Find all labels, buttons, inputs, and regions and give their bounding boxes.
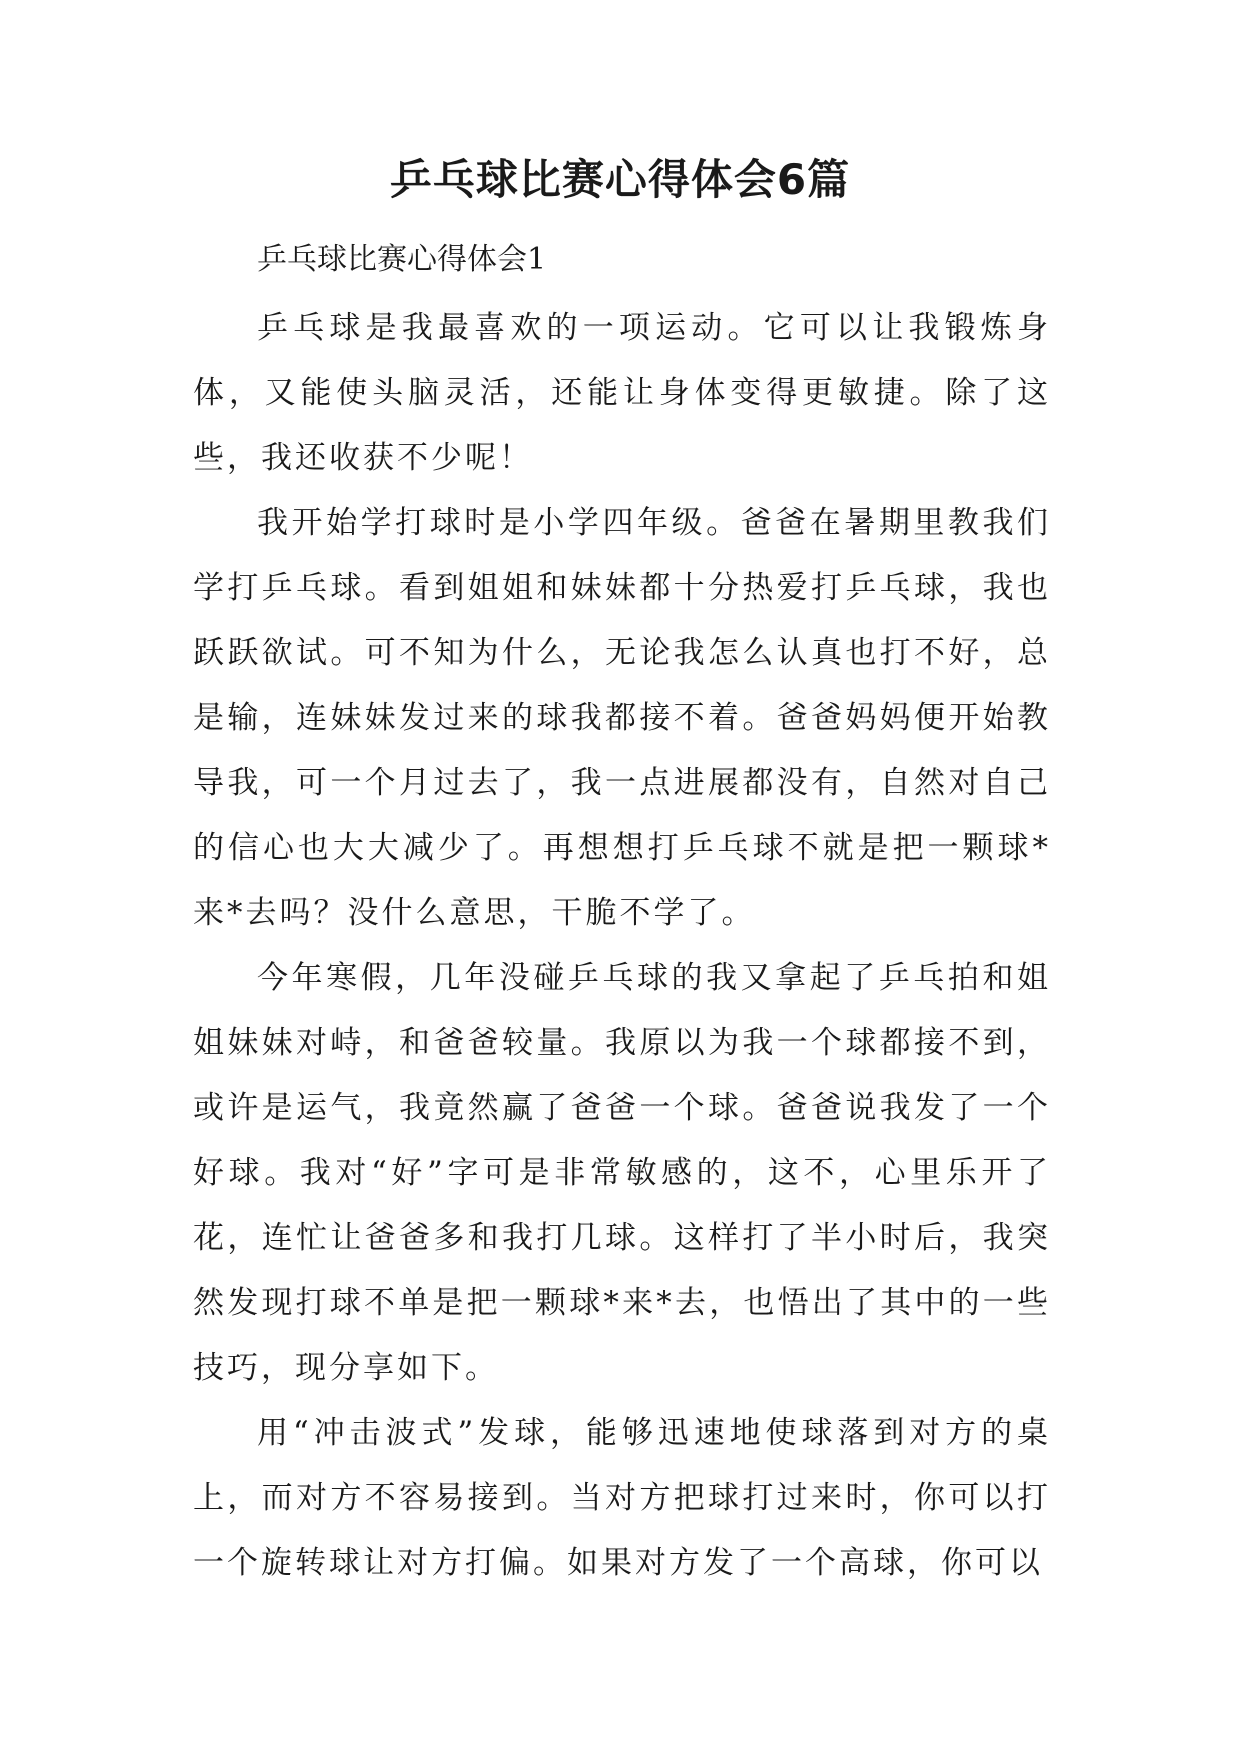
paragraph-3: 今年寒假，几年没碰乒乓球的我又拿起了乒乓拍和姐姐妹妹对峙，和爸爸较量。我原以为我一个球都接不到，或许是运气，我竟然赢了爸爸一个球。爸爸说我发了一个好球。我对“好”字可是非常敏感的，这不，心里乐开了花，连忙让爸爸多和我打几球。这样打了半小时后，我突然发现打球不单是把一颗球*来*去，也悟出了其中的一些技巧，现分享如下。 bbox=[193, 960, 1051, 1386]
document-title: 乒乓球比赛心得体会6篇 bbox=[389, 155, 851, 204]
paragraph-2: 我开始学打球时是小学四年级。爸爸在暑期里教我们学打乒乓球。看到姐姐和妹妹都十分热爱打乒乓球，我也跃跃欲试。可不知为什么，无论我怎么认真也打不好，总是输，连妹妹发过来的球我都接不着。爸爸妈妈便开始教导我，可一个月过去了，我一点进展都没有，自然对自己的信心也大大减少了。再想想打乒乓球不就是把一颗球*来*去吗？没什么意思，干脆不学了。 bbox=[193, 505, 1051, 931]
section-heading: 乒乓球比赛心得体会1 bbox=[257, 242, 547, 277]
document-body bbox=[193, 232, 1051, 1596]
paragraph-1: 乒乓球是我最喜欢的一项运动。它可以让我锻炼身体，又能使头脑灵活，还能让身体变得更敏捷。除了这些，我还收获不少呢！ bbox=[193, 310, 1051, 476]
paragraph-4: 用“冲击波式”发球，能够迅速地使球落到对方的桌上，而对方不容易接到。当对方把球打过来时，你可以打一个旋转球让对方打偏。如果对方发了一个高球，你可以 bbox=[193, 1415, 1051, 1581]
